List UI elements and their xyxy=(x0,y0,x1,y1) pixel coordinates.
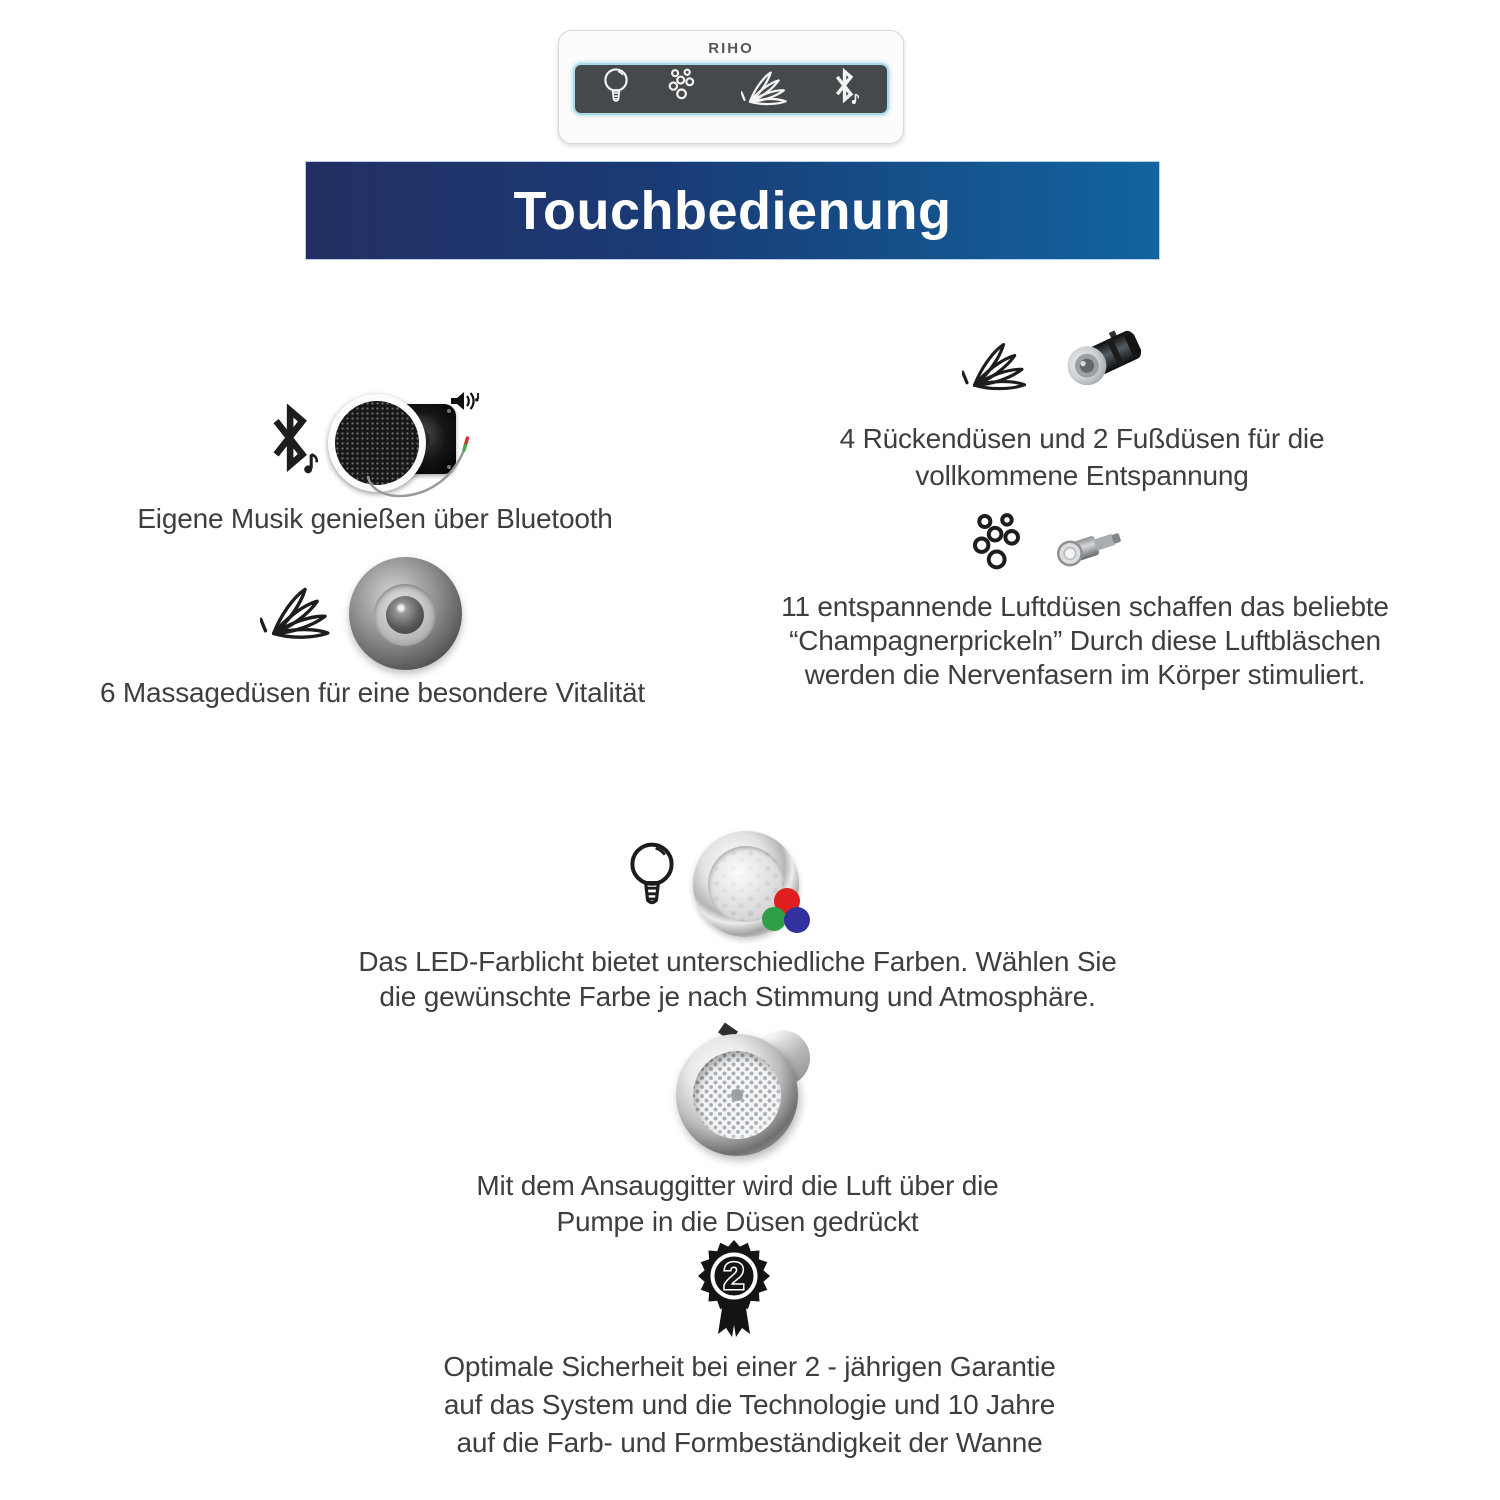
speaker-wire xyxy=(324,384,484,519)
caption-line: auf die Farb- und Formbeständigkeit der Wanne xyxy=(456,1427,1043,1458)
panel-button-bluetooth xyxy=(830,65,860,113)
massage-jet-photo xyxy=(349,557,462,670)
suction-caption xyxy=(390,1168,1085,1240)
back-jets-caption xyxy=(782,420,1382,494)
caption-line: die gewünschte Farbe je nach Stimmung und Atmosphäre. xyxy=(379,981,1096,1012)
caption-line: Optimale Sicherheit bei einer 2 - jährigen Garantie xyxy=(443,1351,1056,1382)
bluetooth-caption: Eigene Musik genießen über Bluetooth xyxy=(137,503,613,534)
caption-line: Das LED-Farblicht bietet unterschiedliche Farben. Wählen Sie xyxy=(358,946,1117,977)
panel-button-bubbles xyxy=(668,68,702,110)
rgb-dot-blue xyxy=(784,907,810,933)
led-light-photo xyxy=(693,831,823,941)
led-caption xyxy=(315,944,1160,1014)
warranty-caption xyxy=(352,1348,1147,1462)
touch-control-panel xyxy=(558,30,904,144)
title-banner xyxy=(305,161,1160,260)
light-bulb-icon xyxy=(628,840,676,914)
caption-line: auf das System und die Technologie und 10 Jahre xyxy=(443,1389,1056,1420)
caption-line: vollkommene Entspannung xyxy=(915,460,1249,491)
air-jets-caption xyxy=(735,590,1435,692)
spray-jets-icon xyxy=(260,578,336,643)
light-icon xyxy=(603,67,629,107)
bubbles-icon xyxy=(668,68,702,105)
caption-line: Pumpe in die Düsen gedrückt xyxy=(556,1206,919,1237)
caption-line: 11 entspannende Luftdüsen schaffen das beliebte xyxy=(781,591,1389,622)
bluetooth-music-icon xyxy=(830,65,860,108)
panel-button-jets xyxy=(741,65,791,113)
medal-badge-value: 2 xyxy=(723,1256,745,1298)
warranty-medal-icon xyxy=(698,1240,770,1340)
air-jet-photo xyxy=(1050,524,1130,574)
caption-line: 4 Rückendüsen und 2 Fußdüsen für die xyxy=(839,423,1325,454)
bubbles-icon xyxy=(972,512,1034,580)
back-jet-photo xyxy=(1054,328,1146,397)
panel-button-light xyxy=(603,67,629,112)
spray-jets-icon xyxy=(741,65,791,108)
rgb-dot-green xyxy=(762,907,786,931)
caption-line: “Champagnerprickeln” Durch diese Luftbläschen xyxy=(789,625,1381,656)
spray-jets-icon xyxy=(962,334,1032,394)
massage-caption: 6 Massagedüsen für eine besondere Vitalität xyxy=(99,677,646,708)
page-title: Touchbedienung xyxy=(513,180,952,241)
panel-button-bar xyxy=(573,63,889,115)
suction-grille-photo xyxy=(672,1026,812,1161)
caption-line: Mit dem Ansauggitter wird die Luft über die xyxy=(476,1170,999,1201)
caption-line: werden die Nervenfasern im Körper stimuliert. xyxy=(804,659,1366,690)
bluetooth-icon xyxy=(262,398,320,481)
brand-logo: RIHO xyxy=(708,40,754,57)
speaker-photo xyxy=(324,384,484,514)
